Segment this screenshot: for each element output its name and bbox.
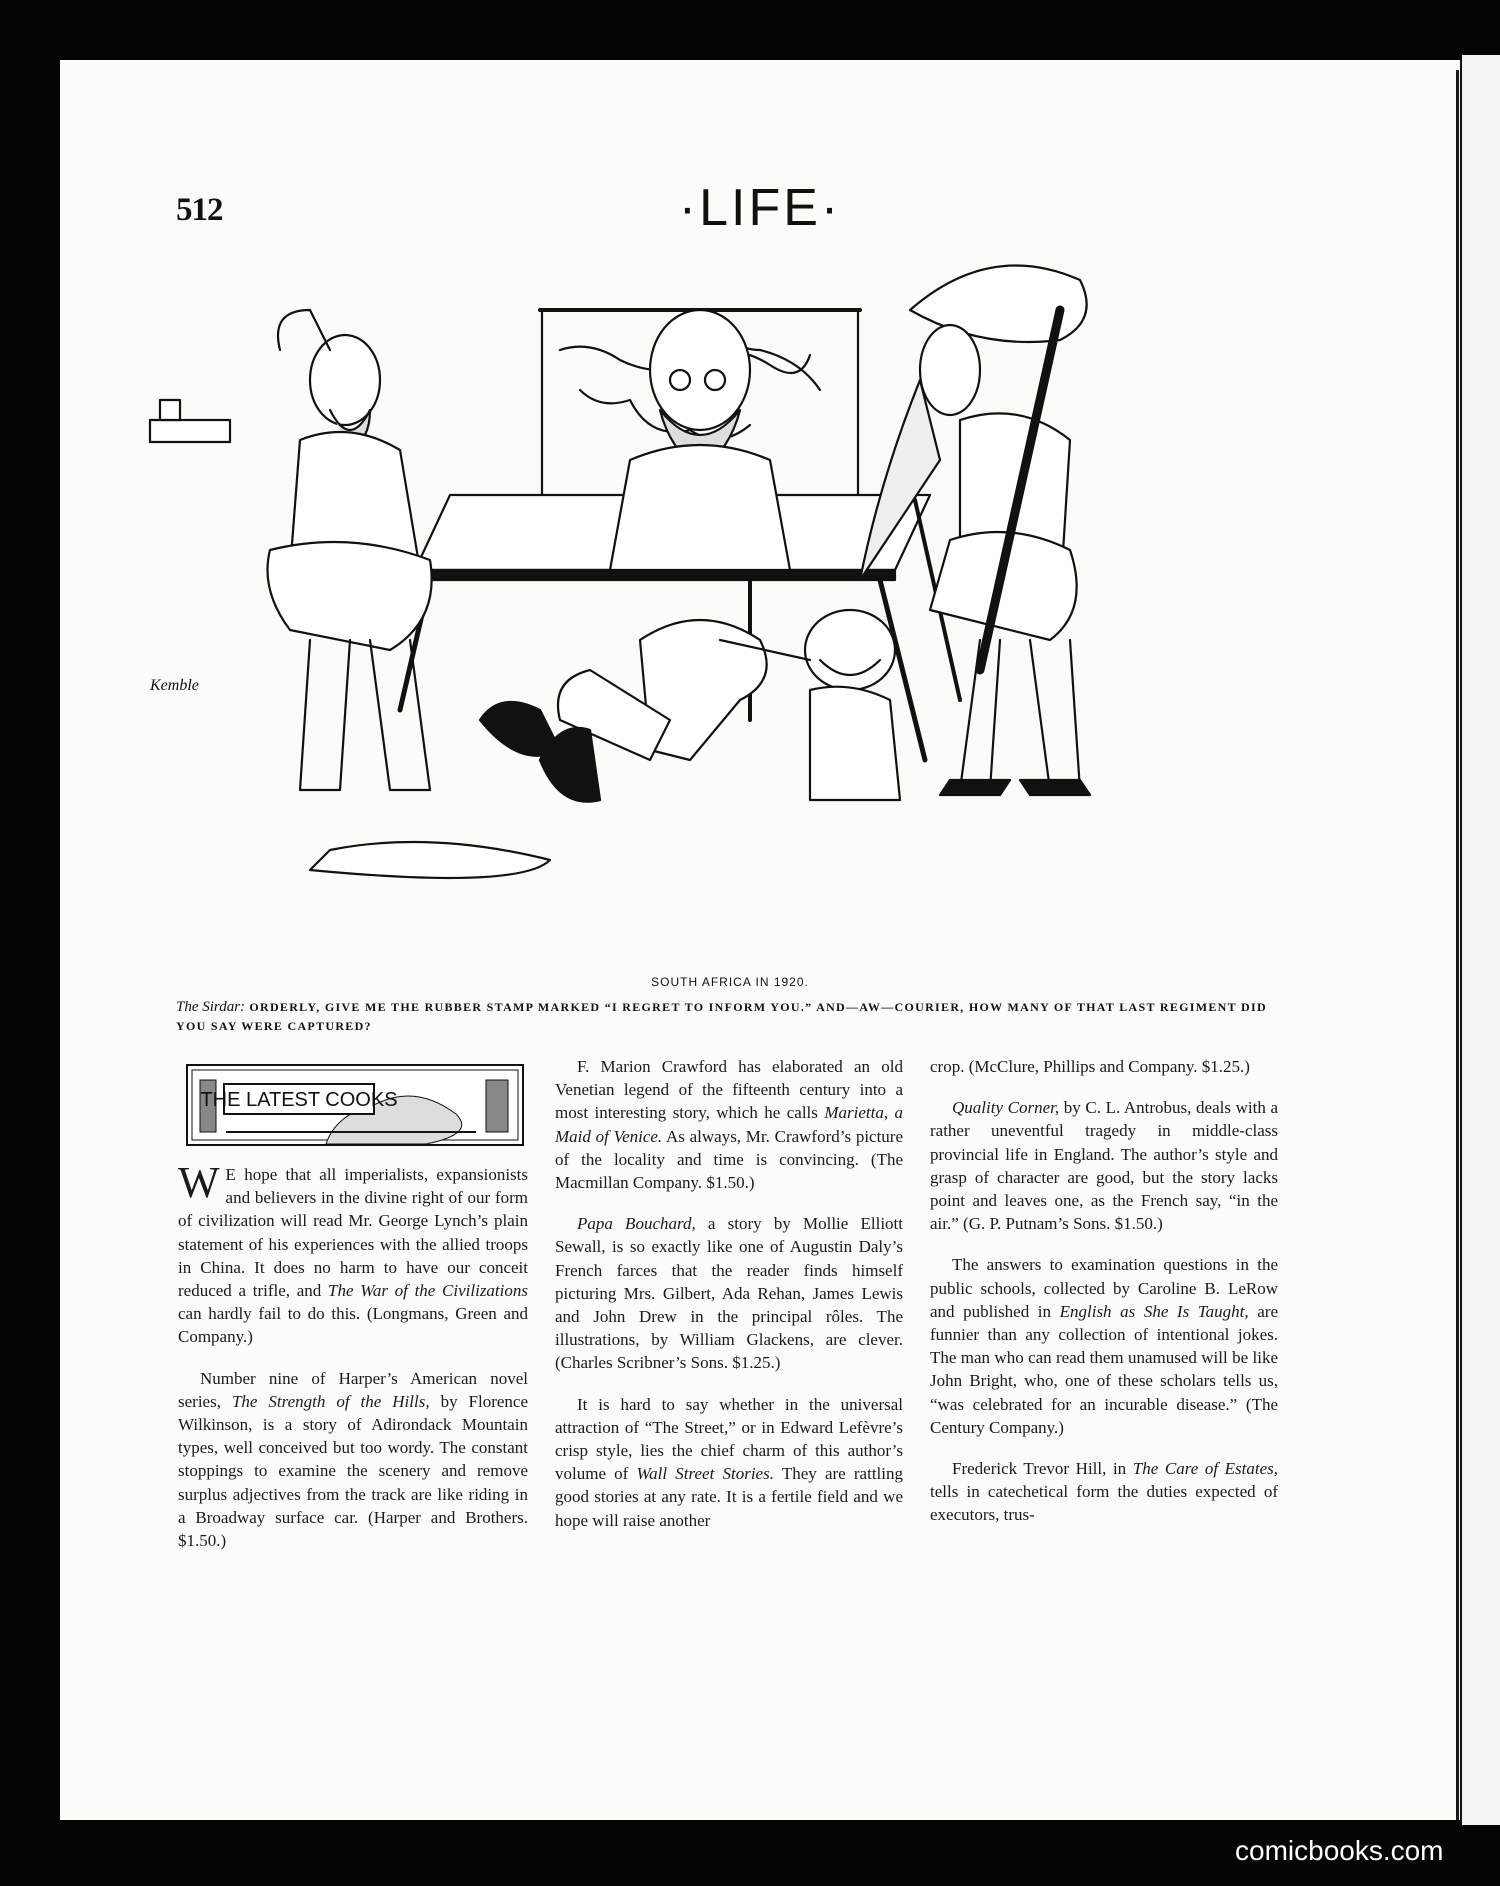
paragraph-text: They are rattling good stories at any rate. It is a fertile field and we hope will raise another xyxy=(555,1464,903,1530)
paragraph xyxy=(555,1055,903,1194)
paragraph-text: tells in catechetical form the duties expected of executors, trus- xyxy=(930,1482,1278,1525)
masthead-title: ·LIFE· xyxy=(678,179,842,237)
paragraph xyxy=(178,1367,528,1553)
floor-papers xyxy=(310,842,550,878)
paragraph-text: As always, Mr. Crawford’s picture of the locality and time is convincing. (The Macmillan Company. $1.50.) xyxy=(555,1126,904,1193)
artist-signature: Kemble xyxy=(150,677,199,694)
paragraph: crop. (McClure, Phillips and Company. $1.25.) xyxy=(930,1057,1250,1076)
paragraph-text: The answers to examination questions in the public schools, collected by Caroline B. LeRow and published in xyxy=(930,1255,1278,1321)
cartoon-title: SOUTH AFRICA IN 1920. xyxy=(651,975,809,989)
section-heading: THE LATEST COOKS xyxy=(200,1089,398,1111)
paragraph xyxy=(555,1393,903,1532)
paragraph-text: E hope that all imperialists, expansionists and believers in the divine right of our form of civilization will read Mr. George Lynch’s plain statement of his experiences with the allied troops in China. It does no harm to have our conceit reduced a trifle, and xyxy=(178,1165,528,1301)
paragraph-text: F. Marion Crawford has elaborated an old Venetian legend of the fifteenth century into a most interesting story, which he calls xyxy=(555,1057,903,1123)
book-title: The Strength of the Hills, xyxy=(231,1391,430,1411)
column-1 xyxy=(178,1158,529,1570)
paragraph xyxy=(555,1212,903,1374)
paragraph-text: Frederick Trevor Hill, in xyxy=(952,1459,1127,1479)
drop-cap: W xyxy=(178,1158,220,1207)
book-title: Papa Bouchard, xyxy=(577,1214,696,1234)
source-watermark: comicbooks.com xyxy=(1235,1835,1444,1866)
book-title: Marietta, a Maid of Venice. xyxy=(555,1103,904,1146)
gutter-rule xyxy=(1456,70,1459,1820)
paragraph-text: by Florence Wilkinson, is a story of Adirondack Mountain types, well conceived but too wordy. The constant stoppings to examine the scenery and remove surplus adjectives from the track are like riding in a Broadway surface car. (Harper and Brothers. $1.50.) xyxy=(178,1391,529,1551)
paragraph-text: can hardly fail to do this. (Longmans, Green and Company.) xyxy=(178,1304,528,1347)
book-title: Wall Street Stories. xyxy=(636,1464,774,1484)
column-2 xyxy=(555,1055,903,1550)
paragraph xyxy=(930,1096,1278,1235)
paragraph-text: It is hard to say whether in the universal attraction of “The Street,” or in Edward Lefèvre’s crisp style, lies the chief charm of this author’s volume of xyxy=(555,1394,903,1484)
book-title: English as She Is Taught, xyxy=(1059,1301,1249,1321)
book-title: Quality Corner, xyxy=(952,1098,1060,1118)
caption-speaker: The Sirdar: xyxy=(176,999,246,1015)
paragraph xyxy=(930,1253,1278,1439)
paragraph xyxy=(930,1457,1278,1527)
book-title: The War of the Civilizations xyxy=(328,1281,528,1301)
page-number: 512 xyxy=(176,192,223,228)
adjacent-page-edge xyxy=(1462,55,1500,1825)
orderly-figure xyxy=(150,310,432,790)
boer-figure xyxy=(860,265,1090,795)
cartoon-illustration xyxy=(150,250,1300,970)
paragraph-text: Number nine of Harper’s American novel series, xyxy=(178,1368,528,1411)
paragraph-text: a story by Mollie Elliott Sewall, is so exactly like one of Augustin Daly’s French farces that the reader finds himself picturing Mrs. Gilbert, Ada Rehan, James Lewis and John Drew in the principal rôles. The illustrations, by William Glackens, are clever. (Charles Scribner’s Sons. $1.25.) xyxy=(555,1214,903,1373)
paragraph-text: are funnier than any collection of intentional jokes. The man who can read them unamused will be like John Bright, who, one of these scholars tells us, “was celebrated for an incurable disease.” (The Century Company.) xyxy=(930,1301,1278,1437)
section-heading-ornament xyxy=(186,1064,524,1146)
cartoon-caption xyxy=(176,998,1286,1036)
paragraph-text: by C. L. Antrobus, deals with a rather uneventful tragedy in middle-class provincial life in England. The author’s style and grasp of character are good, but the story lacks point and leaves one, as the French say, “in the air.” (G. P. Putnam’s Sons. $1.50.) xyxy=(930,1098,1278,1234)
book-title: The Care of Estates, xyxy=(1132,1459,1279,1479)
caption-text: ORDERLY, GIVE ME THE RUBBER STAMP MARKED “I REGRET TO INFORM YOU.” AND—AW—COURIER, HOW MANY OF THAT LAST REGIMENT DID YOU SAY WERE CAPTURED? xyxy=(176,1000,1267,1033)
paragraph xyxy=(178,1158,528,1349)
column-3 xyxy=(930,1055,1278,1545)
